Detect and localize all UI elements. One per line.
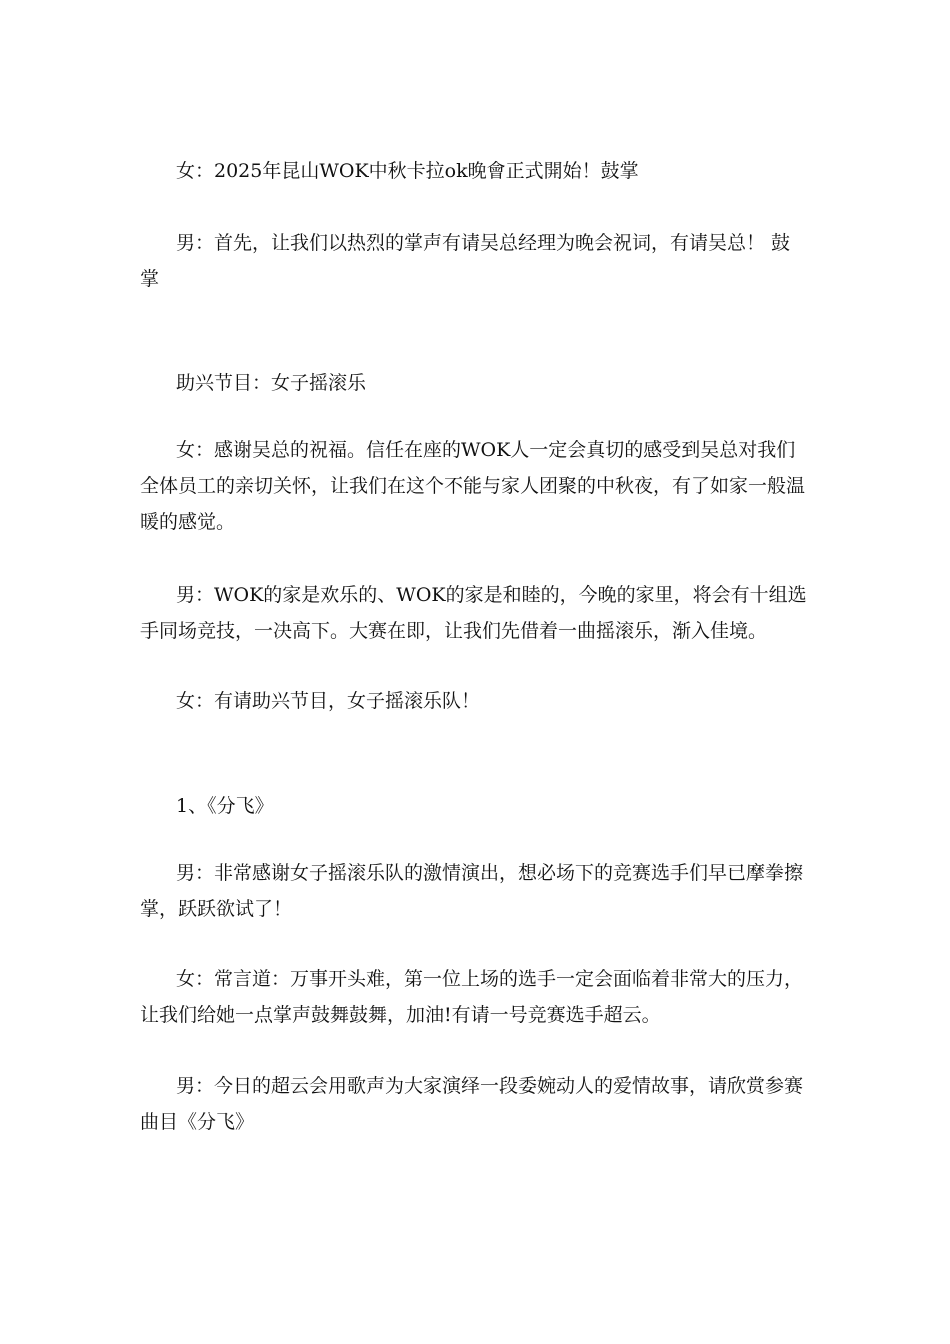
paragraph-song-title: 1、《分飞》	[176, 795, 274, 817]
paragraph-song-intro: 男：今日的超云会用歌声为大家演绎一段委婉动人的爱情故事，请欣赏参赛曲目《分飞》	[140, 1075, 804, 1133]
paragraph-invite-band: 女：有请助兴节目，女子摇滚乐队！	[176, 690, 481, 712]
paragraph-thanks: 女：感谢吴总的祝福。信任在座的WOK人一定会真切的感受到吴总对我们全体员工的亲切关怀，让我们在这个不能与家人团聚的中秋夜，有了如家一般温暖的感觉。	[140, 439, 806, 533]
paragraph-first-contestant: 女：常言道：万事开头难，第一位上场的选手一定会面临着非常大的压力，让我们给她一点掌声鼓舞鼓舞，加油!有请一号竞赛选手超云。	[140, 968, 804, 1026]
paragraph-competition-intro: 男：WOK的家是欢乐的、WOK的家是和睦的，今晚的家里，将会有十组选手同场竞技，一决高下。大赛在即，让我们先借着一曲摇滚乐，渐入佳境。	[140, 584, 807, 642]
paragraph-invite-speech: 男：首先，让我们以热烈的掌声有请吴总经理为晚会祝词，有请吴总！ 鼓掌	[140, 232, 791, 290]
paragraph-program-title: 助兴节目：女子摇滚乐	[176, 372, 367, 394]
paragraph-thanks-band: 男：非常感谢女子摇滚乐队的激情演出，想必场下的竞赛选手们早已摩拳擦掌，跃跃欲试了！	[140, 862, 804, 920]
paragraph-opening: 女：2025年昆山WOK中秋卡拉ok晚會正式開始！鼓掌	[176, 160, 639, 182]
